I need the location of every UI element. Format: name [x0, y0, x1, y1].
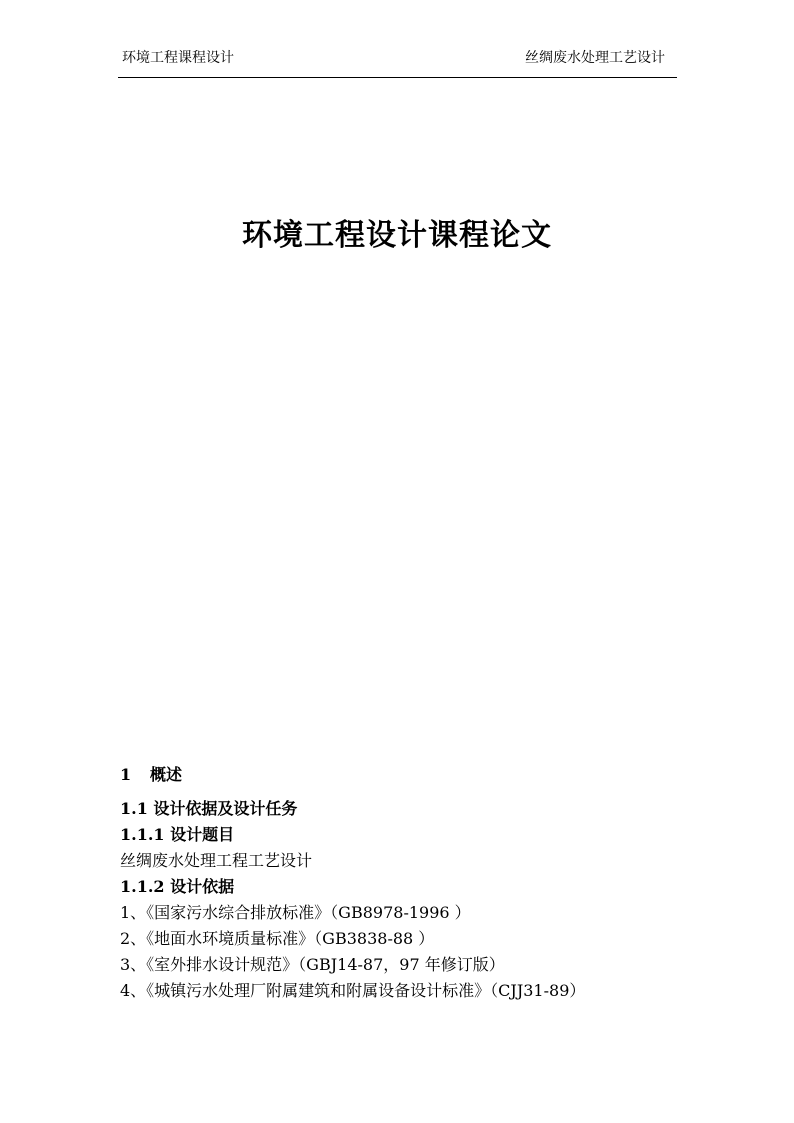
section-1-1-1-heading: 1.1.1 设计题目 — [120, 825, 235, 844]
header-right-text: 丝绸废水处理工艺设计 — [525, 50, 665, 66]
page-header — [118, 44, 677, 78]
reference-item: 1、《国家污水综合排放标准》（GB8978-1996 ） — [120, 903, 471, 922]
section-1-number: 1 — [120, 765, 132, 784]
section-1-title: 概述 — [150, 765, 183, 784]
header-left-text: 环境工程课程设计 — [122, 50, 234, 66]
reference-item: 4、《城镇污水处理厂附属建筑和附属设备设计标准》（CJJ31-89） — [120, 981, 586, 1000]
section-1-1-heading: 1.1 设计依据及设计任务 — [120, 799, 298, 818]
reference-item: 2、《地面水环境质量标准》（GB3838-88 ） — [120, 929, 435, 948]
section-1-1-2-heading: 1.1.2 设计依据 — [120, 877, 235, 896]
section-1-heading — [120, 762, 680, 788]
design-topic-text: 丝绸废水处理工程工艺设计 — [120, 851, 313, 870]
reference-item: 3、《室外排水设计规范》（GBJ14-87，97 年修订版） — [120, 955, 505, 974]
document-body — [120, 762, 680, 1004]
document-title: 环境工程设计课程论文 — [242, 218, 552, 253]
